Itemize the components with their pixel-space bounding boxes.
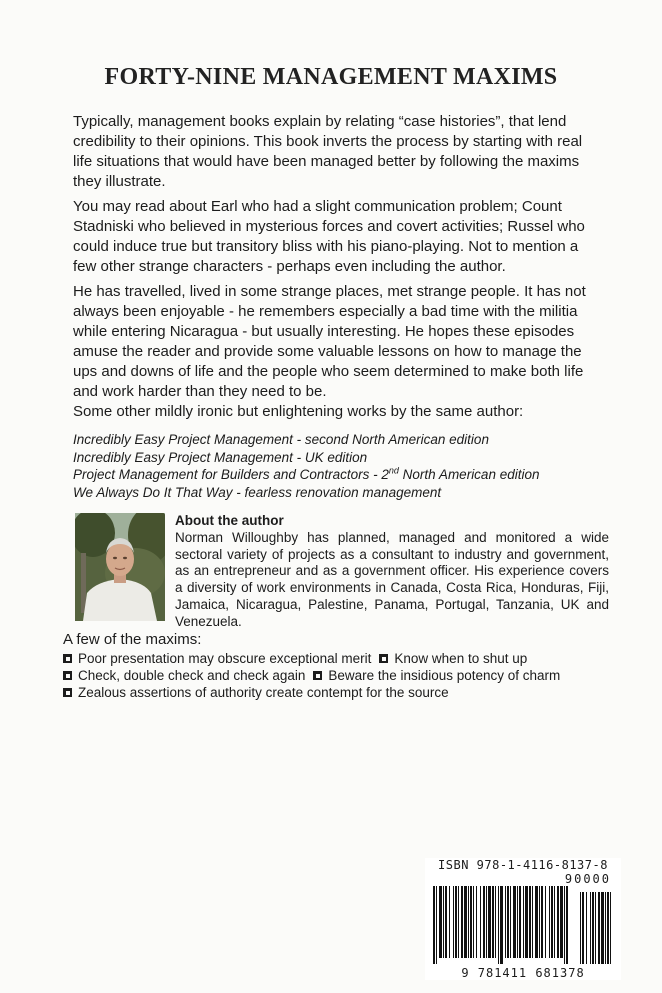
barcode-bar [480,886,481,958]
barcode-bar [476,886,477,958]
barcode-bar [488,886,491,958]
barcode-bar [464,886,467,958]
barcode-bar [513,886,516,958]
barcode-bar [595,892,596,964]
other-works-list [73,431,603,501]
barcode-bar [541,886,543,958]
maxims-heading: A few of the maxims: [63,631,202,648]
barcode-bar [566,886,568,964]
barcode-bar [519,886,521,958]
barcode-bar [445,886,447,958]
barcode-bar [607,892,609,964]
maxims-row [63,650,527,667]
barcode-bar [500,886,503,964]
work-item: Incredibly Easy Project Management - UK edition [73,449,368,465]
barcode-bar [510,886,511,958]
work-item: Project Management for Builders and Contractors - 2nd North American edition [73,465,540,482]
barcode-bar [560,886,563,958]
isbn-barcode [425,858,621,980]
barcode-bar [473,886,474,958]
barcode-bar [529,886,531,958]
work-item: We Always Do It That Way - fearless renovation management [73,484,442,500]
bullet-icon [313,671,322,680]
barcode-bar [498,886,499,964]
barcode-bar [492,886,494,958]
barcode-bar [458,886,459,958]
maxim-item: Know when to shut up [394,651,528,666]
barcode-bar [449,886,450,958]
bullet-icon [379,654,388,663]
work-item: Incredibly Easy Project Management - second North American edition [73,432,489,447]
barcode-bar [532,886,533,958]
barcode-bar [523,886,524,958]
intro-paragraph: Typically, management books explain by relating “case histories”, that lend credibility to their opinions. This book inverts the process by starting with real life situations that would have been managed better by following the maxims they illustrate. [73,113,583,190]
barcode-bar [564,886,565,964]
barcode-bar [436,886,437,964]
barcode-bar [439,886,442,958]
barcode-bar [601,892,604,964]
other-works-intro: Some other mildly ironic but enlightening works by the same author: [73,403,524,420]
barcode-bar [557,886,559,958]
barcode-bar [517,886,518,958]
book-title: FORTY-NINE MANAGEMENT MAXIMS [104,64,558,90]
author-photo [75,513,165,621]
maxims-row [63,684,449,701]
bullet-icon [63,688,72,697]
barcode-bar [535,886,538,958]
barcode-bar [443,886,444,958]
maxim-item: Check, double check and check again [78,668,306,683]
maxim-item: Zealous assertions of authority create contempt for the source [78,685,449,700]
travel-paragraph: He has travelled, lived in some strange places, met strange people. It has not always been enjoyable - he remembers especially a bad time with the militia while entering Nicaragua - but usually interesting. He hopes these episodes amuse the reader and provide some valuable lessons on how to manage the ups and downs of life and the people who seem determined to make both life and work harder than they need to be. [73,283,586,400]
barcode-bar [554,886,555,958]
barcode-bar [483,886,485,958]
barcode-bar [461,886,463,958]
barcode-bar [549,886,550,958]
barcode-bar [545,886,546,958]
barcode-bar [586,892,587,964]
barcode-bar [507,886,509,958]
ean-number: 9 781411 681378 [461,966,585,980]
isbn-label: ISBN 978-1-4116-8137-8 [438,858,608,872]
barcode-bar [590,892,591,964]
barcode-bars [433,886,615,964]
barcode-bar [551,886,553,958]
barcode-bar [505,886,506,958]
barcode-bar [455,886,457,958]
price-addon-label: 90000 [564,872,611,886]
barcode-bar [495,886,496,958]
barcode-bar [592,892,594,964]
barcode-bar [598,892,600,964]
bullet-icon [63,671,72,680]
about-author [175,513,609,631]
bullet-icon [63,654,72,663]
maxim-item: Poor presentation may obscure exceptional merit [78,651,372,666]
barcode-bar [453,886,454,958]
barcode-bar [582,892,584,964]
barcode-bar [580,892,581,964]
maxims-row [63,667,560,684]
barcode-bar [525,886,528,958]
about-author-text: Norman Willoughby has planned, managed and monitored a wide sectoral variety of projects as a consultant to industry and government, as an entrepreneur and as a government officer. His experience covers a diversity of work environments in Canada, Costa Rica, Honduras, Fiji, Jamaica, Nicaragua, Palestine, Panama, Portugal, Tanzania, UK and Venezuela. [175,529,609,629]
barcode-bar [470,886,472,958]
characters-paragraph: You may read about Earl who had a slight communication problem; Count Stadniski who believed in mysterious forces and covert activities; Russel who could induce true but transitory bliss with his piano-playing. Not to mention a few other strange characters - perhaps even including the author. [73,198,585,275]
barcode-bar [605,892,606,964]
maxim-item: Beware the insidious potency of charm [328,668,561,683]
barcode-bar [468,886,469,958]
barcode-bar [486,886,487,958]
barcode-bar [433,886,435,964]
barcode-bar [539,886,540,958]
about-author-heading: About the author [175,513,284,528]
barcode-bar [610,892,611,964]
